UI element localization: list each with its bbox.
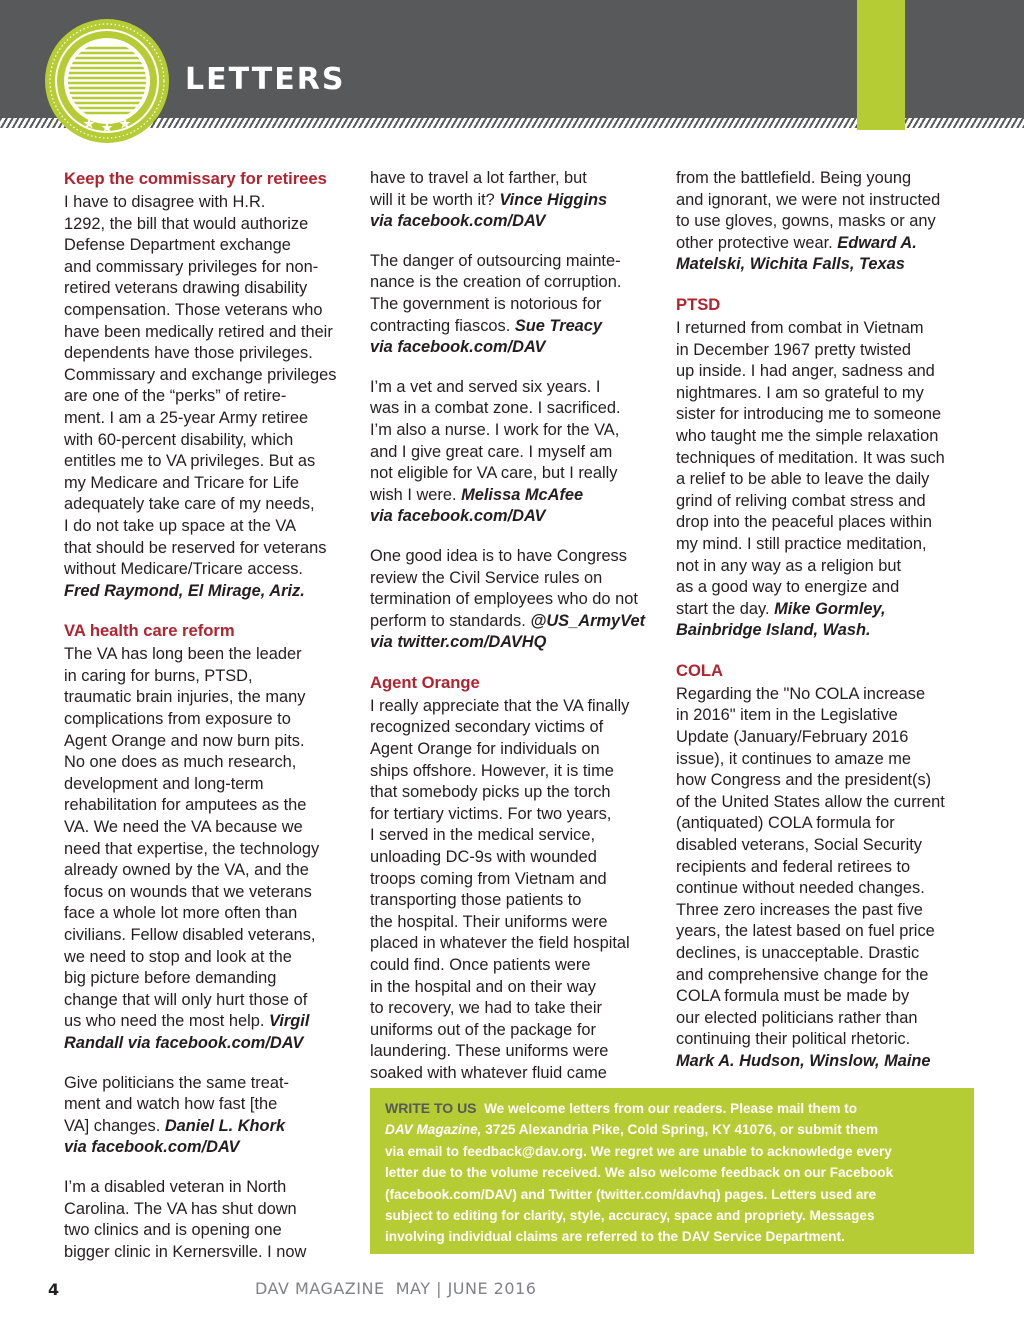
heading-commissary: Keep the commissary for retirees — [64, 169, 327, 188]
signature: Melissa McAfee — [461, 485, 584, 504]
signature: via facebook.com/DAV — [370, 507, 546, 526]
signature: Edward A. — [837, 233, 917, 252]
footer-magazine: DAV MAGAZINE MAY | JUNE 2016 — [255, 1279, 537, 1298]
signature: Mark A. Hudson, Winslow, Maine — [676, 1051, 931, 1070]
letter-north-carolina: I’m a disabled veteran in North Carolina. The VA has shut down two clinics and is opening one bigger clinic in Kernersville. I now — [64, 1177, 307, 1261]
letter-va-reform: The VA has long been the leader in caring for burns, PTSD, traumatic brain injuries, the many complications from exposure to Agent Orange and now burn pits. No one does as much research, development and long-term rehabilitation for amputees as the VA. We need the VA because we need that expertise, the technology already owned by the VA, and the focus on wounds that we veterans face a whole lot more often than civilians. Fellow disabled veterans, we need to stop and look at the big picture before demanding change that will only hurt those of us who need the most help. Virgil Randall via facebook.com/DAV — [64, 645, 320, 1052]
write-to-us-title: WRITE TO US — [385, 1100, 477, 1116]
signature: Daniel L. Khork — [164, 1116, 286, 1135]
write-to-us-box: WRITE TO US We welcome letters from our readers. Please mail them to DAV Magazine, 3725 Alexandria Pike, Cold Spring, KY 41076, or submit them via email to feedback@dav.org. We regret we are unable to acknowledge every letter due to the volume received. We also welcome feedback on our Facebook (facebook.com/DAV) and Twitter (twitter.com/davhq) pages. Letters used are subject to editing for clarity, style, accuracy, space and propriety. Messages involving individual claims are referred to the DAV Service Department. — [370, 1088, 974, 1254]
letter-continued: have to travel a lot farther, but will it be worth it? Vince Higgins via facebook.com/DAV — [370, 169, 608, 231]
signature: @US_ArmyVet — [530, 611, 646, 630]
column-2 — [370, 168, 662, 1103]
heading-ptsd: PTSD — [676, 294, 721, 314]
signature: Bainbridge Island, Wash. — [676, 621, 871, 640]
letter-outsourcing: The danger of outsourcing mainte- nance is the creation of corruption. The government is notorious for contracting fiascos. Sue Treacy via facebook.com/DAV — [370, 251, 622, 357]
heading-agent-orange: Agent Orange — [370, 672, 480, 692]
letter-civil-service: One good idea is to have Congress review the Civil Service rules on termination of employees who do not perform to standards. @US_ArmyVet via twitter.com/DAVHQ — [370, 546, 646, 652]
signature: via facebook.com/DAV — [370, 338, 546, 357]
letter-agent-orange: I really appreciate that the VA finally recognized secondary victims of Agent Orange for individuals on ships offshore. However, it is time that somebody picks up the torch for tertiary victims. For two years, I served in the medical service, unloading DC-9s with wounded troops coming from Vietnam and transporting those patients to the hospital. Their uniforms were placed in whatever the field hospital could find. Once patients were in the hospital and on their way to recovery, we had to take their uniforms out of the package for laundering. These uniforms were soaked with whatever fluid came — [370, 696, 630, 1082]
letter-nurse: I’m a vet and served six years. I was in a combat zone. I sacrificed. I’m also a nurse. I work for the VA, and I give great care. I myself am not eligible for VA care, but I really wish I were. Melissa McAfee via facebook.com/DAV — [370, 377, 621, 526]
letter-politicians: Give politicians the same treat- ment and watch how fast [the VA] changes. Daniel L. Khork via facebook.com/DAV — [64, 1073, 290, 1157]
column-1 — [64, 168, 356, 1281]
letter-commissary: I have to disagree with H.R. 1292, the bill that would authorize Defense Department exchange and commissary privileges for non- retired veterans drawing disability compensation. Those veterans who have been medically retired and their dependents have those privileges. Commissary and exchange privileges are one of the “perks” of retire- ment. I am a 25-year Army retiree with 60-percent disability, which entitles me to VA privileges. But as my Medicare and Tricare for Life adequately take care of my needs, I do not take up space at the VA that should be reserved for veterans without Medicare/Tricare access. Fred Raymond, El Mirage, Ariz. — [64, 193, 337, 600]
heading-va-reform: VA health care reform — [64, 621, 235, 641]
column-3 — [676, 168, 968, 1091]
signature: Matelski, Wichita Falls, Texas — [676, 255, 905, 274]
signature: via facebook.com/DAV — [370, 212, 546, 231]
signature: Sue Treacy — [514, 316, 603, 335]
page-number: 4 — [48, 1280, 60, 1299]
heading-cola: COLA — [676, 660, 724, 680]
section-title: LETTERS — [185, 62, 346, 97]
signature: Vince Higgins — [499, 190, 608, 209]
letter-continued: from the battlefield. Being young and ignorant, we were not instructed to use gloves, gowns, masks or any other protective wear. Edward A. Matelski, Wichita Falls, Texas — [676, 169, 941, 274]
signature: Mike Gormley, — [774, 599, 886, 618]
signature: Virgil — [269, 1012, 310, 1031]
signature: via twitter.com/DAVHQ — [370, 633, 547, 652]
accent-tab — [857, 0, 905, 130]
letter-cola: Regarding the "No COLA increase in 2016" item in the Legislative Update (January/February 2016 issue), it continues to amaze me how Congress and the president(s) of the United States allow the current (antiquated) COLA formula for disabled veterans, Social Security recipients and federal retirees to continue without needed changes. Three zero increases the past five years, the latest based on fuel price declines, is unacceptable. Drastic and comprehensive change for the COLA formula must be made by our elected politicians rather than continuing their political rhetoric. Mark A. Hudson, Winslow, Maine — [676, 684, 945, 1070]
signature: Fred Raymond, El Mirage, Ariz. — [64, 581, 305, 600]
signature: via facebook.com/DAV — [64, 1138, 240, 1157]
star-medallion-icon — [44, 18, 170, 144]
letter-ptsd: I returned from combat in Vietnam in December 1967 pretty twisted up inside. I had anger, sadness and nightmares. I am so grateful to my sister for introducing me to someone who taught me the simple relaxation techniques of meditation. It was such a relief to be able to leave the daily grind of reliving combat stress and drop into the peaceful places within my mind. I still practice meditation, not in any way as a religion but as a good way to energize and start the day. Mike Gormley, Bainbridge Island, Wash. — [676, 318, 945, 640]
signature: Randall via facebook.com/DAV — [64, 1033, 304, 1052]
